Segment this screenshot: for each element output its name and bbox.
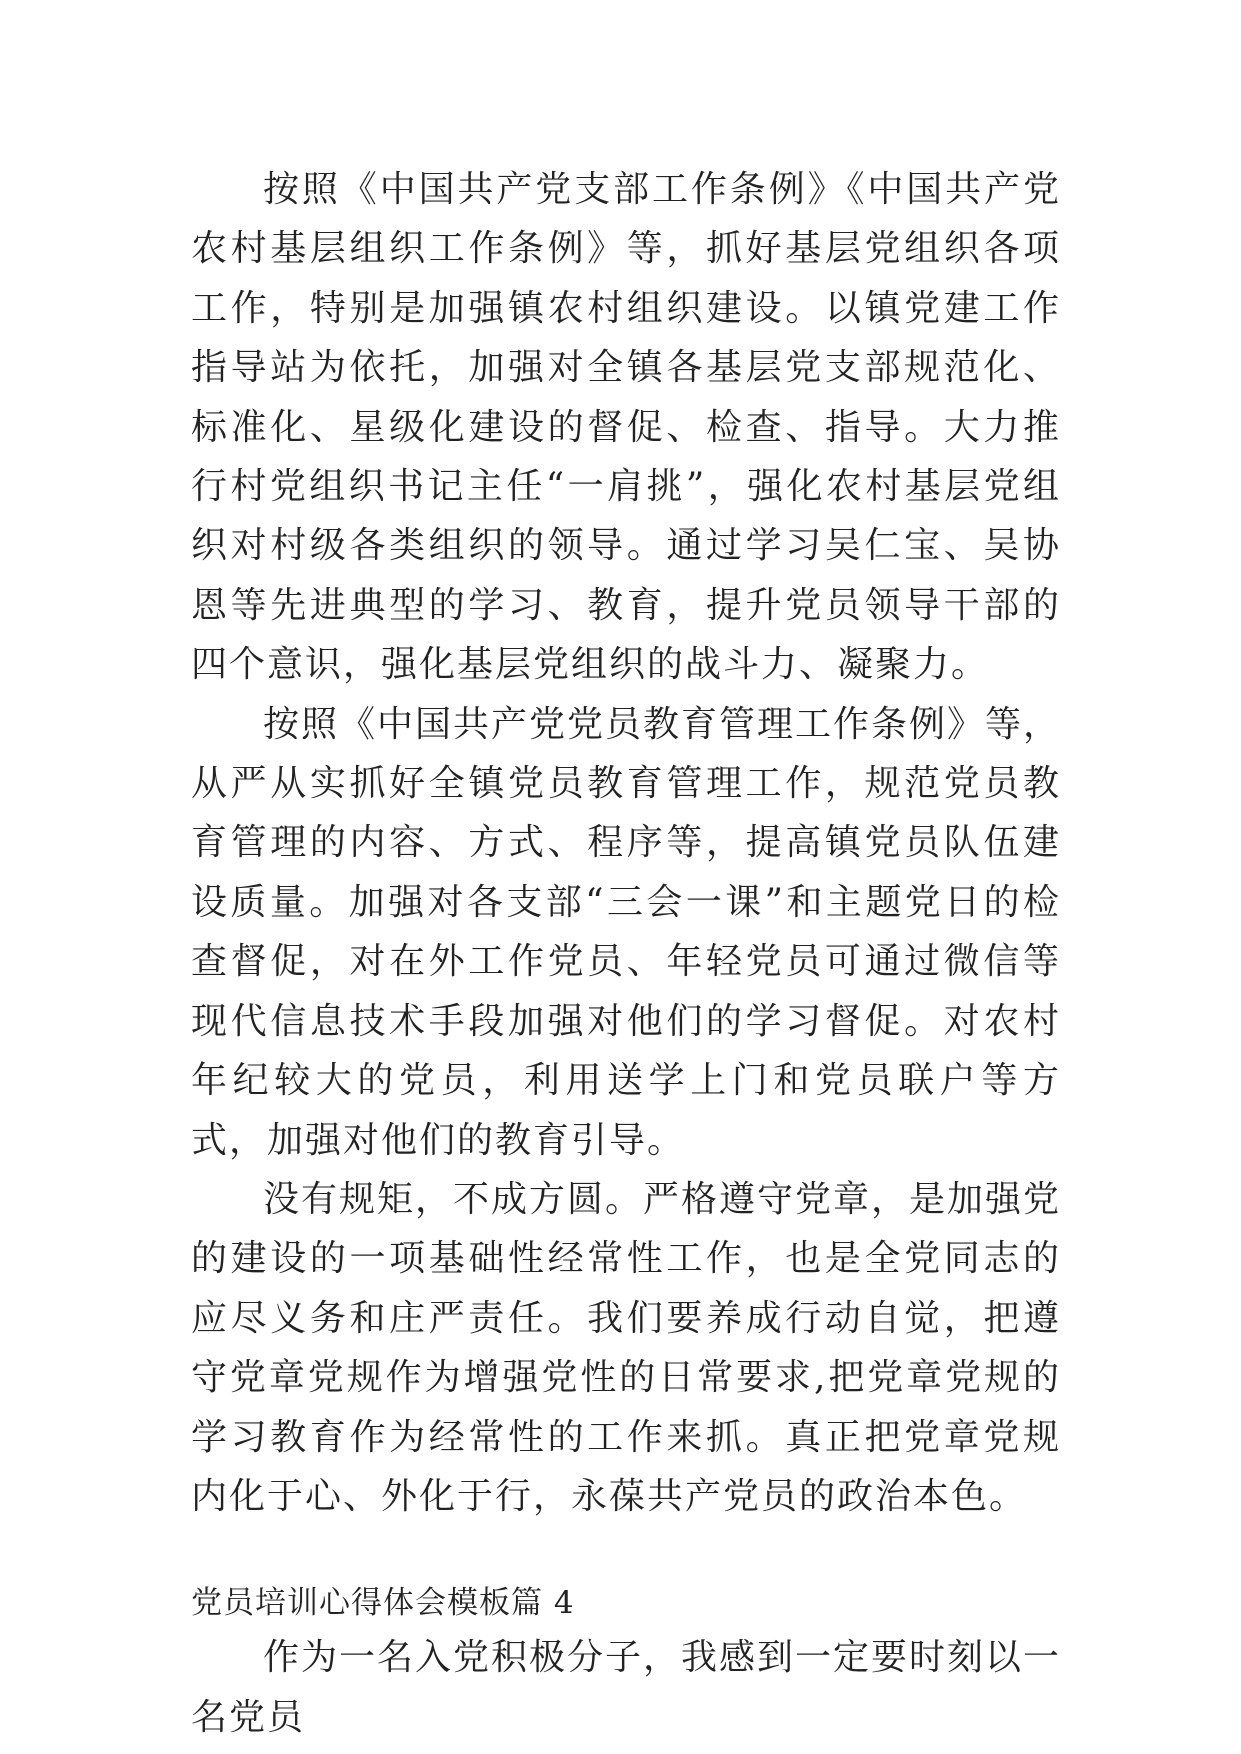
paragraph-2: 按照《中国共产党党员教育管理工作条例》等，从严从实抓好全镇党员教育管理工作，规范党员教育管理的内容、方式、程序等，提高镇党员队伍建设质量。加强对各支部“三会一课”和主题党日的检查督促，对在外工作党员、年轻党员可通过微信等现代信息技术手段加强对他们的学习督促。对农村年纪较大的党员，利用送学上门和党员联户等方式，加强对他们的教育引导。 xyxy=(191,703,1062,1161)
section-spacer xyxy=(191,1526,1061,1556)
paragraph-3: 没有规矩，不成方圆。严格遵守党章，是加强党的建设的一项基础性经常性工作，也是全党同志的应尽义务和庄严责任。我们要养成行动自觉，把遵守党章党规作为增强党性的日常要求,把党章党规的学习教育作为经常性的工作来抓。真正把党章党规内化于心、外化于行，永葆共产党员的政治本色。 xyxy=(191,1178,1062,1517)
paragraph-1: 按照《中国共产党支部工作条例》《中国共产党农村基层组织工作条例》等，抓好基层党组织各项工作，特别是加强镇农村组织建设。以镇党建工作指导站为依托，加强对全镇各基层党支部规范化、标准化、星级化建设的督促、检查、指导。大力推行村党组织书记主任“一肩挑”，强化农村基层党组织对村级各类组织的领导。通过学习吴仁宝、吴协恩等先进典型的学习、教育，提升党员领导干部的四个意识，强化基层党组织的战斗力、凝聚力。 xyxy=(191,169,1061,686)
section-heading: 党员培训心得体会模板篇 4 xyxy=(191,1585,575,1622)
document-page xyxy=(191,160,1061,1747)
paragraph-4: 作为一名入党积极分子，我感到一定要时刻以一名党员 xyxy=(191,1637,1062,1738)
